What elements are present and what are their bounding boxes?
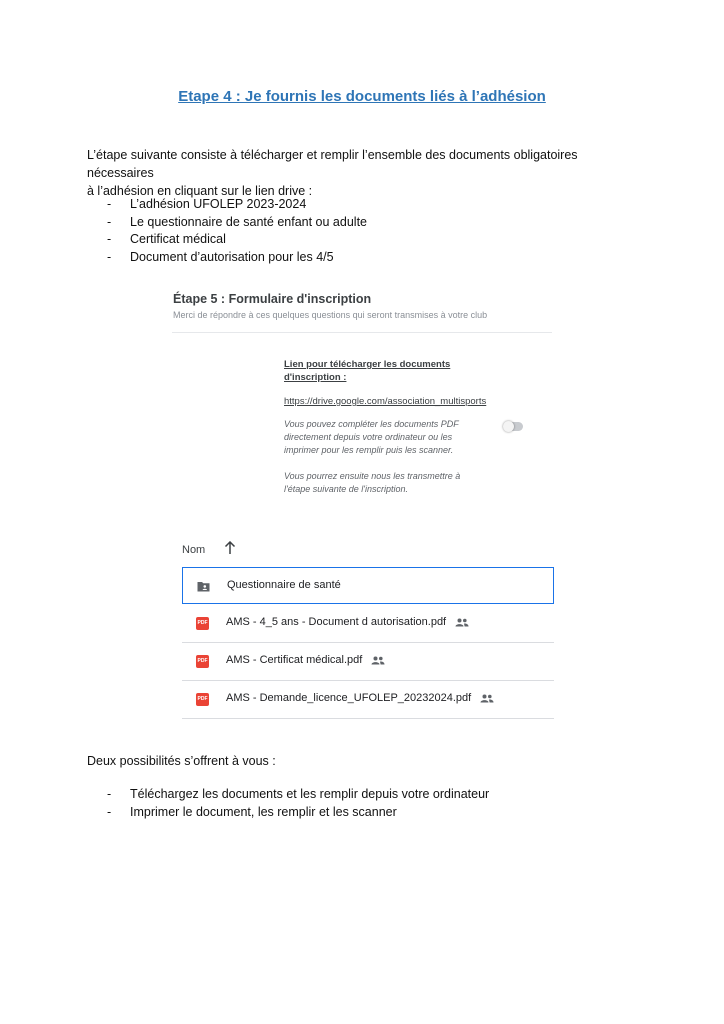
form-step-heading: Étape 5 : Formulaire d'inscription bbox=[173, 292, 372, 306]
page-title: Etape 4 : Je fournis les documents liés à l’adhésion bbox=[178, 88, 546, 105]
file-name: AMS - Certificat médical.pdf bbox=[226, 654, 363, 666]
intro-line-1: L’étape suivante consiste à télécharger et remplir l’ensemble des documents obligatoires nécessaires bbox=[87, 148, 578, 180]
shared-people-icon bbox=[480, 694, 494, 703]
documents-list bbox=[87, 196, 367, 266]
file-row[interactable] bbox=[182, 643, 554, 681]
sort-arrow-up-icon[interactable] bbox=[224, 541, 236, 555]
form-screenshot bbox=[172, 284, 554, 504]
list-dash: - bbox=[107, 232, 112, 246]
divider bbox=[172, 332, 552, 333]
toggle-switch[interactable] bbox=[503, 422, 523, 431]
list-item bbox=[87, 231, 367, 249]
name-column-header[interactable]: Nom bbox=[182, 544, 206, 556]
list-dash: - bbox=[107, 197, 112, 211]
list-item-label: Certificat médical bbox=[130, 232, 226, 246]
options-list bbox=[87, 786, 489, 821]
list-dash: - bbox=[107, 787, 112, 801]
download-link-heading: Lien pour télécharger les documents d'inscription : bbox=[284, 359, 451, 383]
list-dash: - bbox=[107, 804, 112, 819]
list-dash: - bbox=[107, 214, 112, 229]
shared-people-icon bbox=[371, 656, 385, 665]
list-item bbox=[87, 214, 367, 232]
pdf-icon: PDF bbox=[196, 693, 209, 706]
list-item bbox=[87, 786, 489, 804]
file-name: AMS - Demande_licence_UFOLEP_20232024.pdf bbox=[226, 692, 472, 704]
list-item-label: Le questionnaire de santé enfant ou adulte bbox=[130, 214, 367, 229]
form-step-subtitle: Merci de répondre à ces quelques questions qui seront transmises à votre club bbox=[173, 310, 488, 320]
list-dash: - bbox=[107, 249, 112, 264]
list-item-label: Imprimer le document, les remplir et les scanner bbox=[130, 804, 397, 819]
list-item-label: Téléchargez les documents et les remplir depuis votre ordinateur bbox=[130, 787, 490, 801]
list-item-label: Document d’autorisation pour les 4/5 bbox=[130, 249, 334, 264]
pdf-icon: PDF bbox=[196, 617, 209, 630]
file-row[interactable] bbox=[182, 605, 554, 643]
options-intro: Deux possibilités s’offrent à vous : bbox=[87, 754, 276, 768]
form-note-2: Vous pourrez ensuite nous les transmettre à l'étape suivante de l'inscription. bbox=[284, 471, 461, 494]
file-row[interactable] bbox=[182, 681, 554, 719]
pdf-icon: PDF bbox=[196, 655, 209, 668]
list-item bbox=[87, 804, 489, 822]
form-note-1: Vous pouvez compléter les documents PDF directement depuis votre ordinateur ou les imprimer pour les remplir puis les scanner. bbox=[284, 419, 459, 455]
list-item-label: L’adhésion UFOLEP 2023-2024 bbox=[130, 197, 307, 211]
drive-file-list bbox=[182, 538, 554, 722]
file-name: Questionnaire de santé bbox=[227, 579, 341, 591]
shared-people-icon bbox=[455, 618, 469, 627]
intro-line-2: à l’adhésion en cliquant sur le lien drive : bbox=[87, 184, 313, 198]
intro-paragraph bbox=[87, 146, 647, 200]
list-item bbox=[87, 196, 367, 214]
file-row[interactable] bbox=[182, 567, 554, 604]
drive-link[interactable]: https://drive.google.com/association_multisports bbox=[284, 396, 487, 407]
file-name: AMS - 4_5 ans - Document d autorisation.pdf bbox=[226, 616, 447, 628]
list-item bbox=[87, 249, 367, 267]
shared-folder-icon bbox=[197, 580, 210, 593]
